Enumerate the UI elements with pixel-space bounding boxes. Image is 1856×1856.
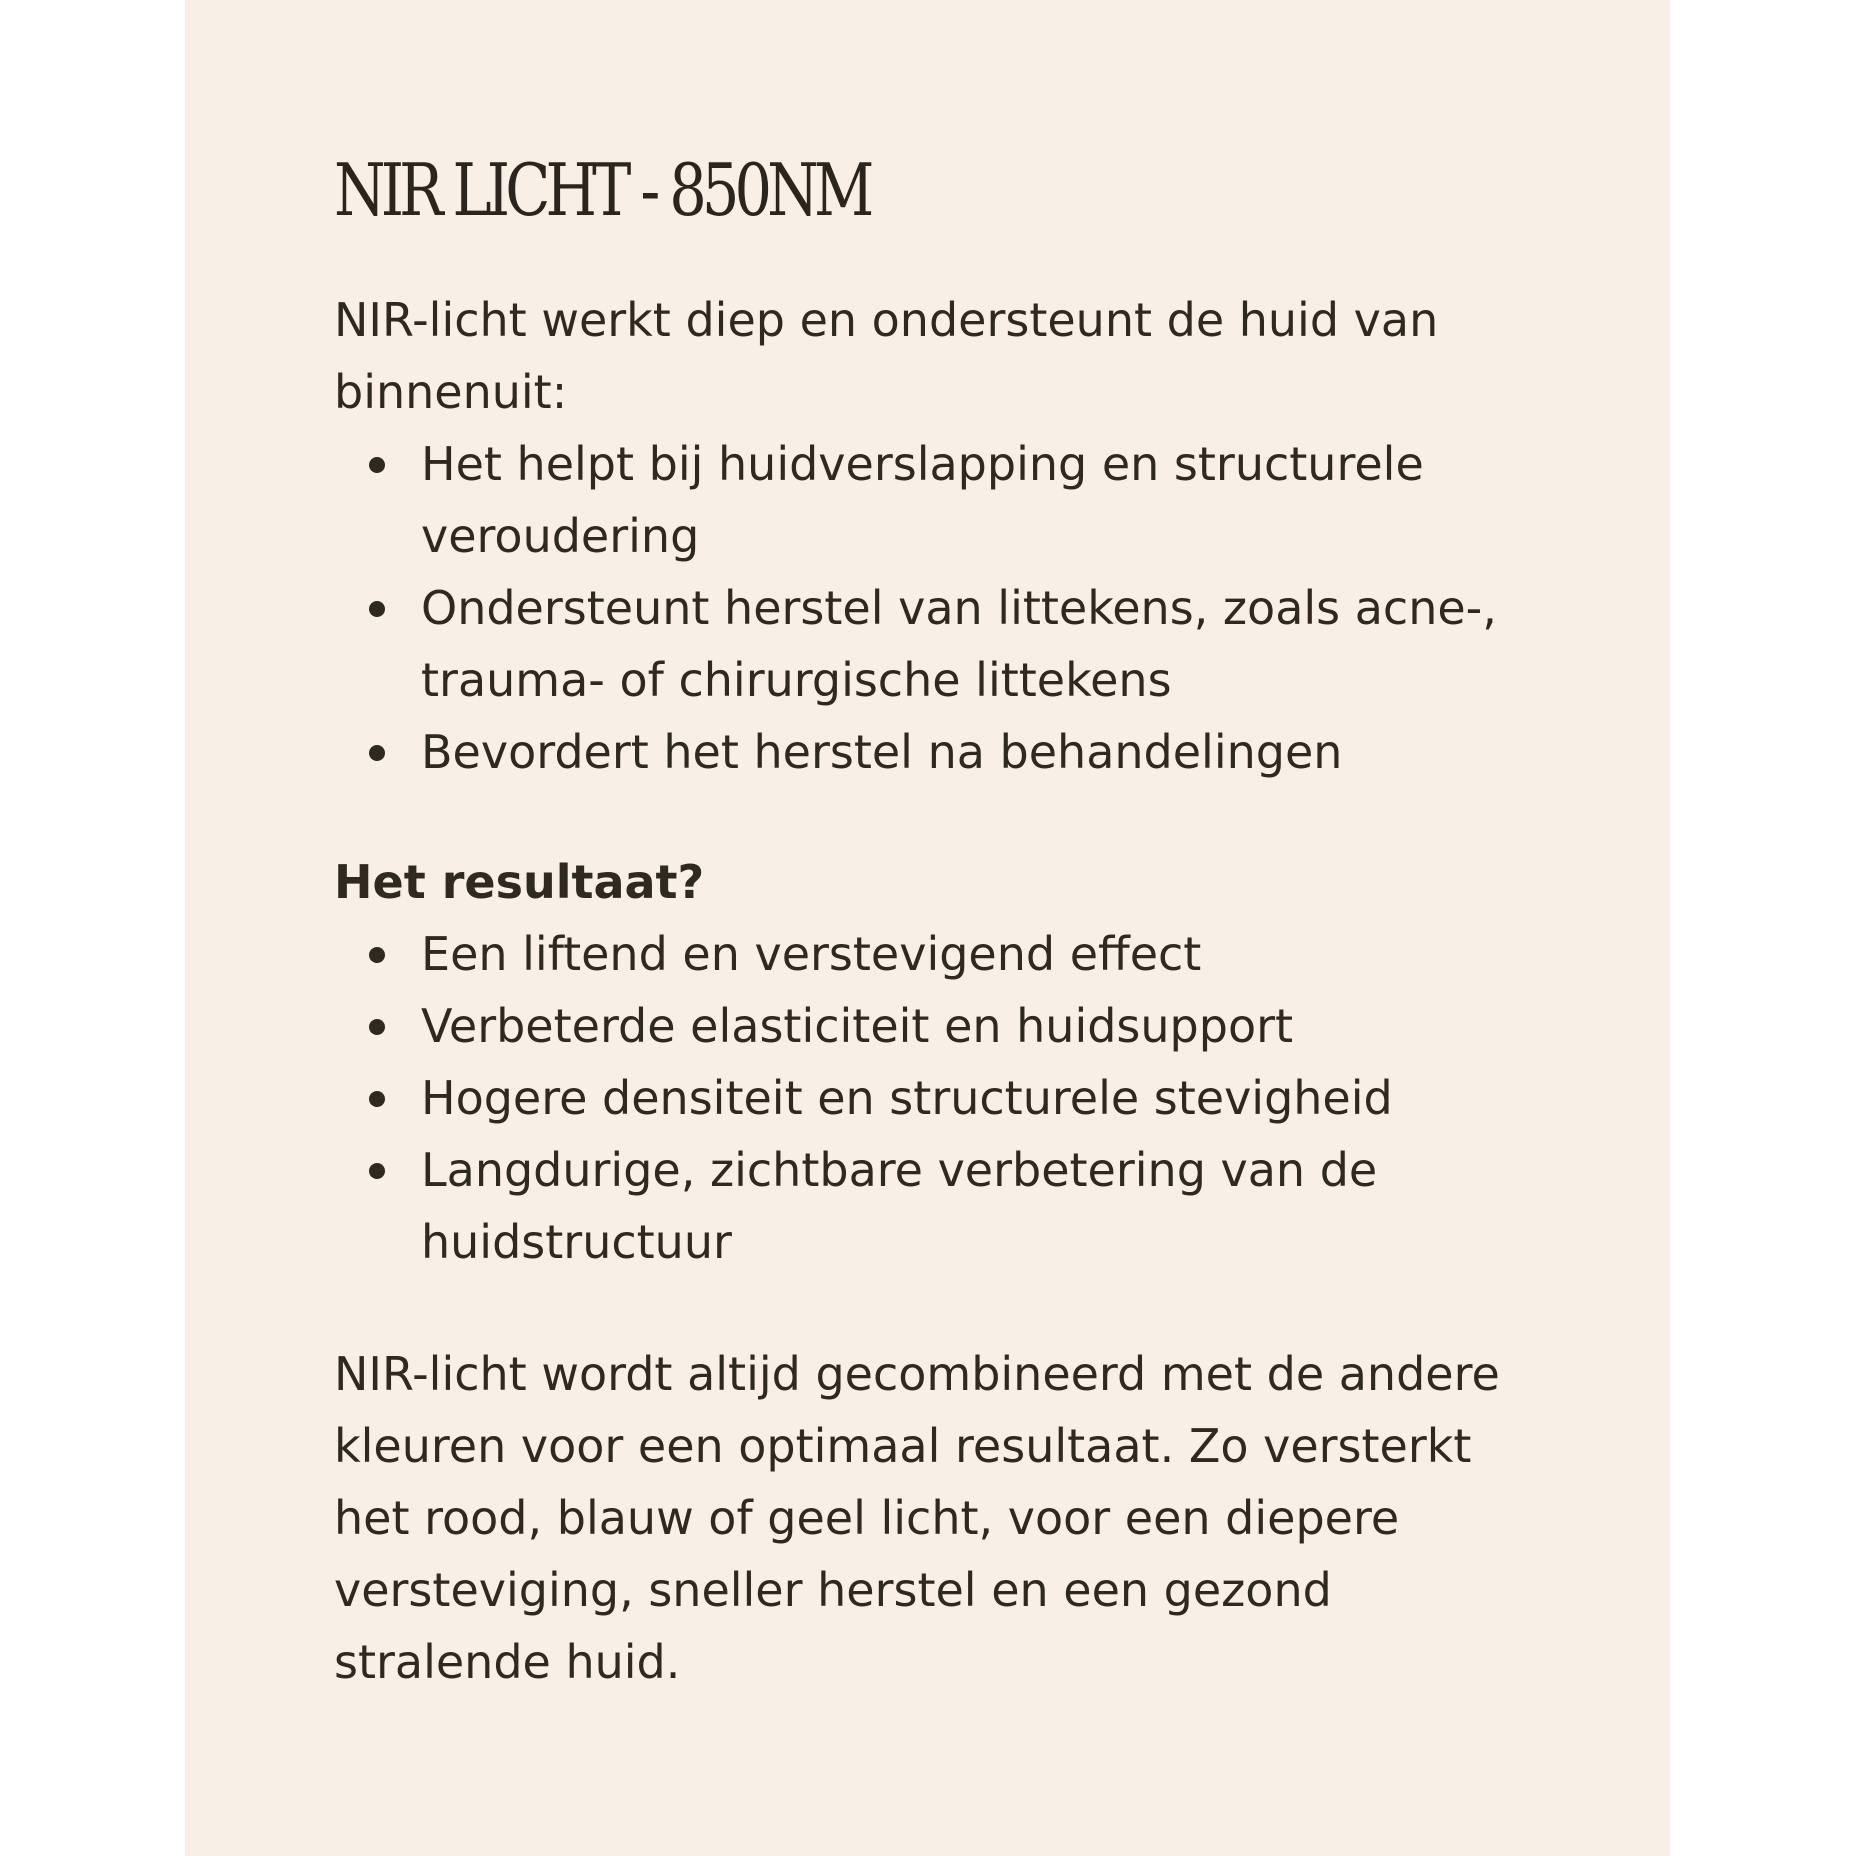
list-item-text: Hogere densiteit en structurele stevigheid bbox=[421, 1071, 1393, 1125]
bullet-icon bbox=[369, 1091, 385, 1107]
closing-paragraph: NIR-licht wordt altijd gecombineerd met de andere kleuren voor een optimaal resultaat. Zo versterkt het rood, blauw of geel licht, voor een diepere versteviging, sneller herstel en een gezond stralende huid. bbox=[334, 1347, 1500, 1689]
list-item-text: Verbeterde elasticiteit en huidsupport bbox=[421, 999, 1294, 1053]
result-heading: Het resultaat? bbox=[334, 855, 705, 909]
list-item bbox=[421, 572, 1534, 716]
content bbox=[334, 140, 1534, 1698]
bullet-icon bbox=[369, 1163, 385, 1179]
bullet-icon bbox=[369, 745, 385, 761]
list-item-text: Bevordert het herstel na behandelingen bbox=[421, 725, 1343, 779]
bullet-icon bbox=[369, 457, 385, 473]
bullet-icon bbox=[369, 601, 385, 617]
page-title: NIR LICHT - 850NM bbox=[334, 148, 870, 232]
list-item-text: Ondersteunt herstel van littekens, zoals acne-, trauma- of chirurgische littekens bbox=[421, 581, 1497, 707]
list-item bbox=[421, 428, 1534, 572]
list-item bbox=[421, 1134, 1534, 1278]
list-item bbox=[421, 716, 1534, 788]
list-item-text: Langdurige, zichtbare verbetering van de huidstructuur bbox=[421, 1143, 1378, 1269]
list-item-text: Een liftend en verstevigend effect bbox=[421, 927, 1202, 981]
list-item bbox=[421, 1062, 1534, 1134]
results-list bbox=[334, 918, 1534, 1278]
intro-paragraph: NIR-licht werkt diep en ondersteunt de huid van binnenuit: bbox=[334, 293, 1439, 419]
benefits-list bbox=[334, 428, 1534, 788]
list-item bbox=[421, 918, 1534, 990]
spacer bbox=[334, 788, 1534, 846]
list-item bbox=[421, 990, 1534, 1062]
spacer bbox=[334, 1278, 1534, 1338]
bullet-icon bbox=[369, 1019, 385, 1035]
list-item-text: Het helpt bij huidverslapping en structurele veroudering bbox=[421, 437, 1424, 563]
bullet-icon bbox=[369, 947, 385, 963]
page-card bbox=[185, 0, 1670, 1856]
